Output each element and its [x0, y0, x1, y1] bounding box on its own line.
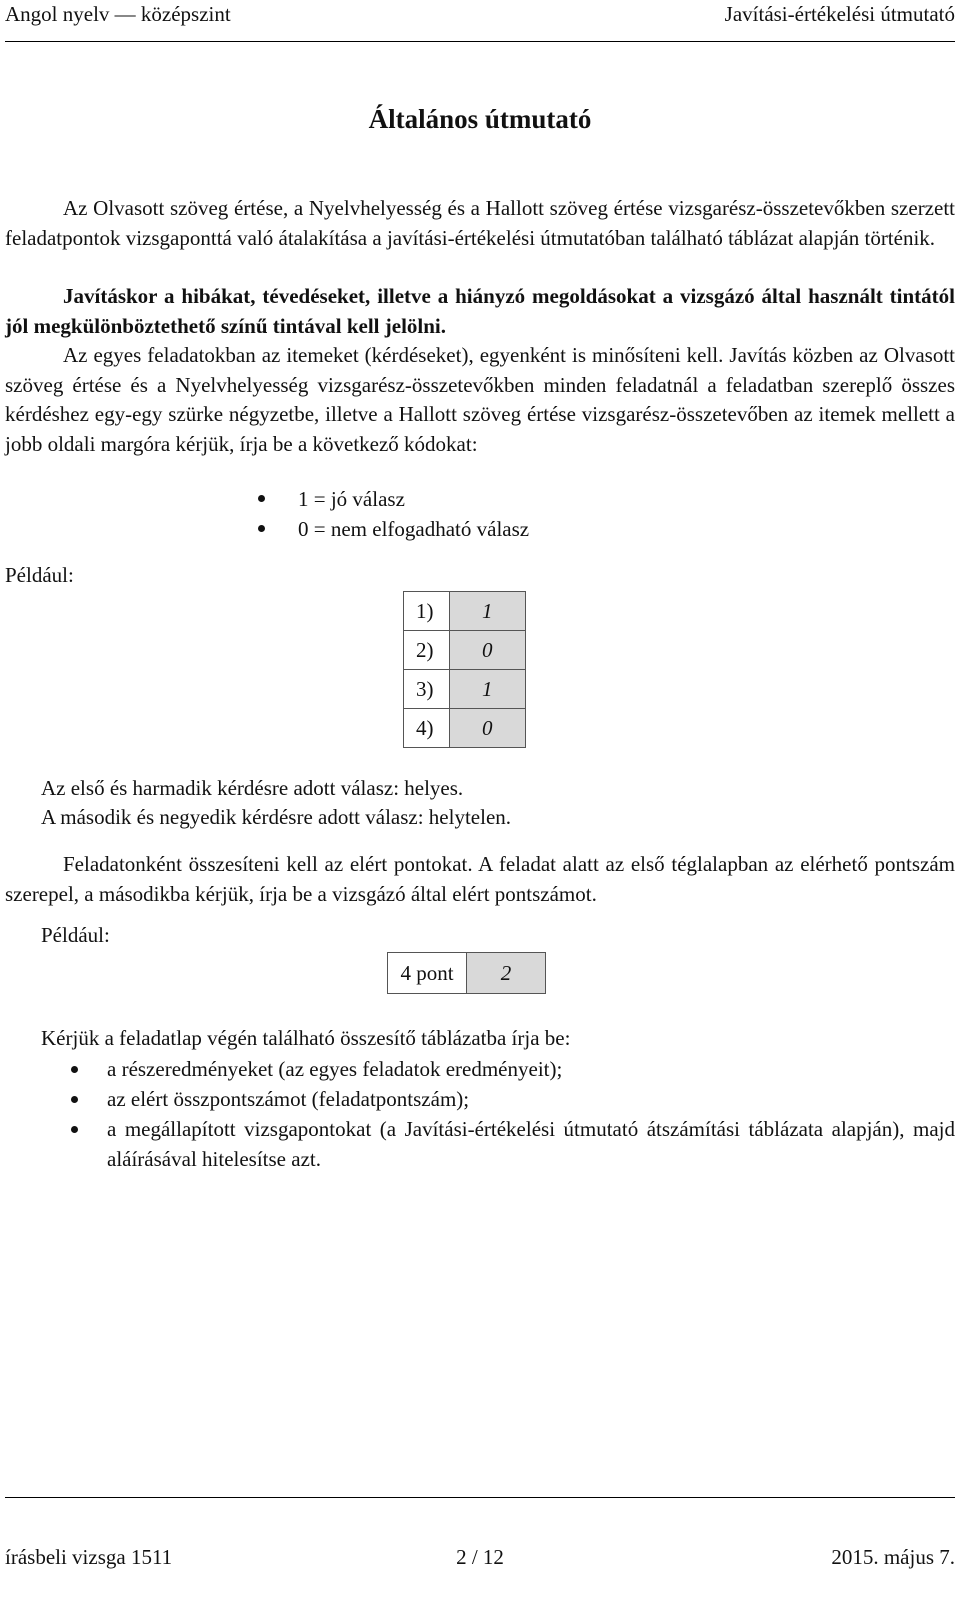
- explanation-incorrect: A második és negyedik kérdésre adott válasz: helytelen.: [41, 805, 512, 829]
- footer-page-number: 2 / 12: [456, 1545, 504, 1569]
- table-row: [388, 953, 546, 994]
- bullet-icon: [258, 525, 265, 532]
- code-item: 0 = nem elfogadható válasz: [258, 514, 529, 544]
- footer-exam-code: írásbeli vizsga 1511: [5, 1545, 173, 1569]
- explanation-correct: Az első és harmadik kérdésre adott válasz: helyes.: [41, 776, 464, 800]
- bullet-icon: [71, 1096, 78, 1103]
- code-item: 1 = jó válasz: [258, 484, 529, 514]
- example-label: Például:: [41, 923, 110, 947]
- list-item: a részeredményeket (az egyes feladatok eredményeit);: [41, 1054, 955, 1084]
- item-coding-paragraph: Az egyes feladatokban az itemeket (kérdéseket), egyenként is minősíteni kell. Javítás közben az Olvasott szöveg értése és a Nyelvhelyesség vizsgarész-összetevőkben minden feladatnál a feladatban szereplő összes kérdéshez egy-egy szürke négyzetbe, illetve a Hallott szöveg értése vizsgarész-összetevőben az itemek mellett a jobb oldali margóra kérjük, írja be a következő kódokat:: [5, 343, 955, 456]
- page-header: [5, 2, 955, 30]
- table-row: 2) 0: [404, 631, 526, 670]
- header-subject: Angol nyelv — középszint: [5, 2, 231, 26]
- table-row: 1) 1: [404, 592, 526, 631]
- example-answer-table: [403, 591, 526, 748]
- list-item: a megállapított vizsgapontokat (a Javítási-értékelési útmutató átszámítási táblázata alapján), majd aláírásával hitelesítse azt.: [41, 1114, 955, 1174]
- table-row: 3) 1: [404, 670, 526, 709]
- max-points-cell: 4 pont: [388, 953, 467, 994]
- footer-divider: [5, 1497, 955, 1498]
- final-intro: Kérjük a feladatlap végén található összesítő táblázatba írja be:: [41, 1026, 571, 1050]
- example-label: Például:: [5, 563, 74, 587]
- footer-date: 2015. május 7.: [831, 1545, 955, 1569]
- code-list: [258, 484, 529, 544]
- marking-instruction-paragraph: Javításkor a hibákat, tévedéseket, illetve a hiányzó megoldásokat a vizsgázó által használt tintától jól megkülönböztethető színű tintával kell jelölni.: [5, 284, 955, 338]
- intro-paragraph: Az Olvasott szöveg értése, a Nyelvhelyesség és a Hallott szöveg értése vizsgarész-összetevőkben szerzett feladatpontok vizsgaponttá való átalakítása a javítási-értékelési útmutatóban található táblázat alapján történik.: [5, 196, 955, 250]
- achieved-points-cell: 2: [467, 953, 546, 994]
- bullet-icon: [258, 495, 265, 502]
- bullet-icon: [71, 1126, 78, 1133]
- summary-paragraph: Feladatonként összesíteni kell az elért pontokat. A feladat alatt az első téglalapban az elérhető pontszám szerepel, a másodikba kérjük, írja be a vizsgázó által elért pontszámot.: [5, 852, 955, 906]
- points-box: [387, 952, 546, 994]
- final-instructions-list: [41, 1054, 955, 1174]
- list-item: az elért összpontszámot (feladatpontszám);: [41, 1084, 955, 1114]
- header-doc-type: Javítási-értékelési útmutató: [724, 2, 955, 26]
- bullet-icon: [71, 1066, 78, 1073]
- page-title: Általános útmutató: [368, 104, 592, 134]
- header-divider: [5, 41, 955, 42]
- table-row: 4) 0: [404, 709, 526, 748]
